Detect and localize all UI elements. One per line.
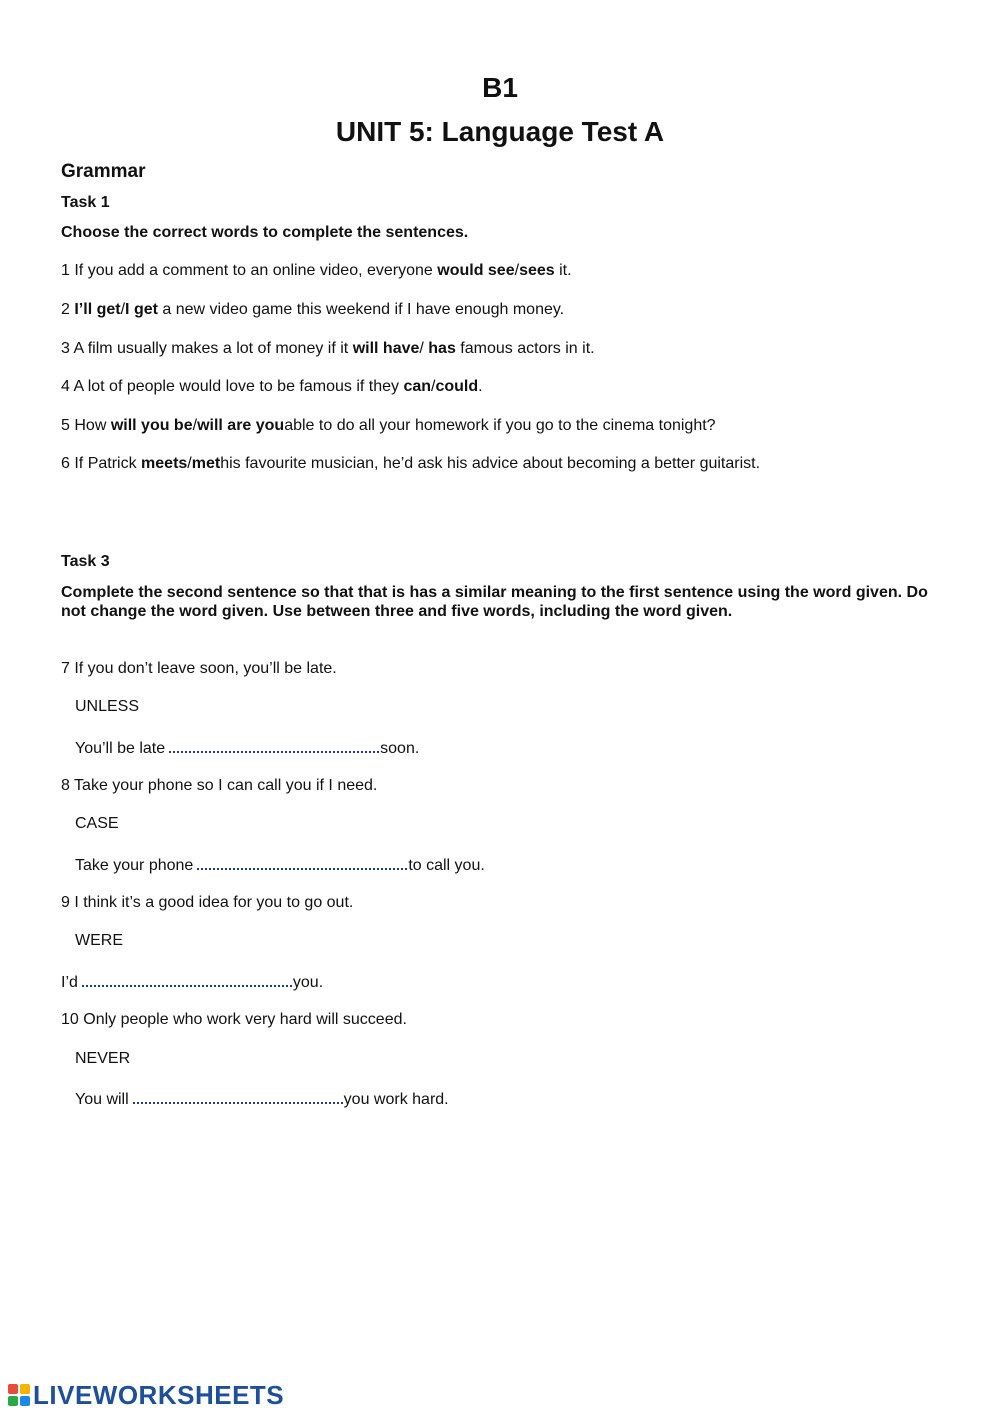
task3-keyword: CASE xyxy=(75,815,119,832)
task1-item: 3 A film usually makes a lot of money if it will have/ has famous actors in it. xyxy=(61,340,595,357)
task3-sentence: 10 Only people who work very hard will succeed. xyxy=(61,1011,407,1028)
option-a: will have xyxy=(352,340,420,357)
option-b: I get xyxy=(125,301,158,318)
answer-input[interactable] xyxy=(133,1088,343,1104)
task3-answer-line: You’ll be late soon. xyxy=(75,737,419,758)
option-a: will you be xyxy=(110,417,193,434)
task3-keyword: UNLESS xyxy=(75,698,140,715)
task1-item: 5 How will you be/will are youable to do all your homework if you go to the cinema tonight? xyxy=(61,417,716,434)
brand-blocks-icon xyxy=(8,1384,30,1406)
task3-sentence: 8 Take your phone so I can call you if I need. xyxy=(61,777,378,794)
option-a: I’ll get xyxy=(74,301,121,318)
task3-answer-line: I’d you. xyxy=(61,971,323,992)
task3-answer-line: Take your phone to call you. xyxy=(75,854,485,875)
option-a: can xyxy=(403,378,432,395)
level-heading: B1 xyxy=(482,72,518,103)
option-b: sees xyxy=(519,262,555,279)
task3-sentence: 9 I think it’s a good idea for you to go out. xyxy=(61,894,354,911)
task3-label: Task 3 xyxy=(61,553,110,570)
task3-answer-line: You will you work hard. xyxy=(75,1088,449,1109)
task1-item: 6 If Patrick meets/methis favourite musician, he’d ask his advice about becoming a better guitarist. xyxy=(61,455,761,472)
option-b: has xyxy=(428,340,456,357)
option-b: met xyxy=(191,455,221,472)
task3-instruction: Complete the second sentence so that that is has a similar meaning to the first sentence using the word given. Do not change the word given. Use between three and five words, including the word given. xyxy=(61,584,928,620)
task3-keyword: NEVER xyxy=(75,1050,131,1067)
task3-sentence: 7 If you don’t leave soon, you’ll be late. xyxy=(61,660,337,677)
option-a: meets xyxy=(141,455,188,472)
task1-item: 1 If you add a comment to an online video, everyone would see/sees it. xyxy=(61,262,572,279)
liveworksheets-logo[interactable] xyxy=(8,1380,284,1410)
task1-label: Task 1 xyxy=(61,194,110,211)
option-b: will are you xyxy=(197,417,285,434)
option-b: could xyxy=(435,378,479,395)
task1-item: 4 A lot of people would love to be famous if they can/could. xyxy=(61,378,483,395)
brand-name: LIVEWORKSHEETS xyxy=(33,1379,285,1410)
task3-keyword: WERE xyxy=(75,932,123,949)
task1-instruction: Choose the correct words to complete the sentences. xyxy=(61,224,469,241)
answer-input[interactable] xyxy=(169,737,379,753)
section-heading: Grammar xyxy=(61,161,146,182)
answer-input[interactable] xyxy=(82,971,292,987)
option-a: would see xyxy=(437,262,515,279)
page-title: UNIT 5: Language Test A xyxy=(335,116,665,147)
task1-item: 2 I’ll get/I get a new video game this weekend if I have enough money. xyxy=(61,301,565,318)
answer-input[interactable] xyxy=(197,854,407,870)
